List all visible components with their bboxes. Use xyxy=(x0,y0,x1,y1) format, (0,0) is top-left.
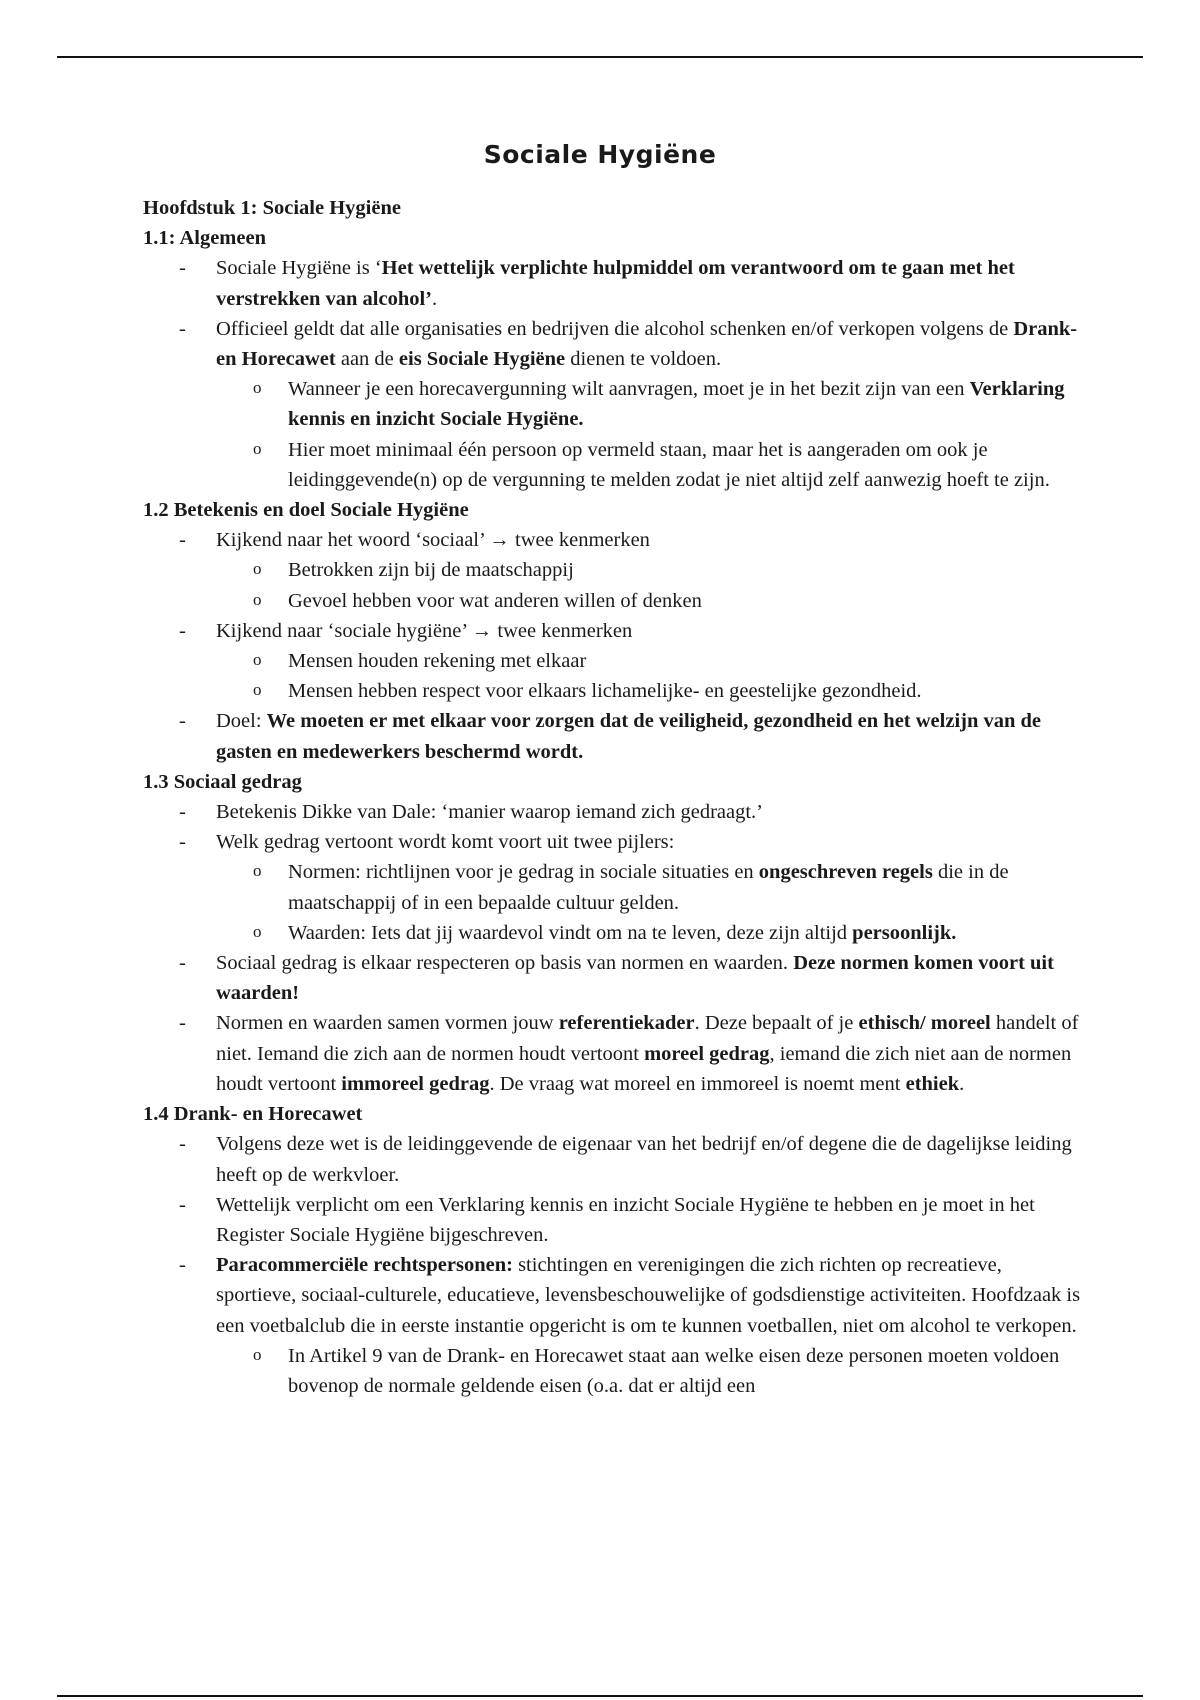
list-item: - Officieel geldt dat alle organisaties en bedrijven die alcohol schenken en/of verkopen volgens de Drank- en Horecawet aan de eis Sociale Hygiëne dienen te voldoen. o Wanneer je een horecavergunning wilt aanvragen, moet je in het bezit zijn van een Verklaring kennis en inzicht Sociale Hygiëne. o Hier moet minimaal één persoon op vermeld staan, maar het is aangeraden om ook je leidinggevende(n) op de vergunning te melden zodat je niet altijd zelf aanwezig hoeft te zijn. xyxy=(143,314,1083,495)
bottom-rule xyxy=(57,1695,1143,1697)
bullet-list-1-4 xyxy=(143,1129,1083,1401)
sub-list-item: o Waarden: Iets dat jij waardevol vindt om na te leven, deze zijn altijd persoonlijk. xyxy=(143,918,1083,948)
list-item: - Wettelijk verplicht om een Verklaring kennis en inzicht Sociale Hygiëne te hebben en je moet in het Register Sociale Hygiëne bijgeschreven. xyxy=(143,1190,1083,1250)
sub-list-item: o Mensen houden rekening met elkaar xyxy=(143,646,1083,676)
sub-list-item: o Hier moet minimaal één persoon op vermeld staan, maar het is aangeraden om ook je leidinggevende(n) op de vergunning te melden zodat je niet altijd zelf aanwezig hoeft te zijn. xyxy=(143,435,1083,495)
list-item: - Normen en waarden samen vormen jouw referentiekader. Deze bepaalt of je ethisch/ moreel handelt of niet. Iemand die zich aan de normen houdt vertoont moreel gedrag, iemand die zich niet aan de normen houdt vertoont immoreel gedrag. De vraag wat moreel en immoreel is noemt ment ethiek. xyxy=(143,1008,1083,1099)
sub-list-item: o Mensen hebben respect voor elkaars lichamelijke- en geestelijke gezondheid. xyxy=(143,676,1083,706)
section-heading-1-4: 1.4 Drank- en Horecawet xyxy=(143,1103,363,1126)
bullet-list-1-3 xyxy=(143,797,1083,1099)
page-title: Sociale Hygiëne xyxy=(483,140,717,169)
list-item: - Sociaal gedrag is elkaar respecteren op basis van normen en waarden. Deze normen komen voort uit waarden! xyxy=(143,948,1083,1008)
list-item: - Sociale Hygiëne is ‘Het wettelijk verplichte hulpmiddel om verantwoord om te gaan met het verstrekken van alcohol’. xyxy=(143,253,1083,313)
list-item: - Volgens deze wet is de leidinggevende de eigenaar van het bedrijf en/of degene die de dagelijkse leiding heeft op de werkvloer. xyxy=(143,1129,1083,1189)
sub-list-item: o In Artikel 9 van de Drank- en Horecawet staat aan welke eisen deze personen moeten voldoen bovenop de normale geldende eisen (o.a. dat er altijd een xyxy=(143,1341,1083,1401)
sub-list-item: o Gevoel hebben voor wat anderen willen of denken xyxy=(143,586,1083,616)
section-heading-1-1: 1.1: Algemeen xyxy=(143,227,266,250)
list-item: - Paracommerciële rechtspersonen: stichtingen en verenigingen die zich richten op recreatieve, sportieve, sociaal-culturele, educatieve, levensbeschouwelijke of godsdienstige activiteiten. Hoofdzaak is een voetbalclub die in eerste instantie opgericht is om te kunnen voetballen, niet om alcohol te verkopen. o In Artikel 9 van de Drank- en Horecawet staat aan welke eisen deze personen moeten voldoen bovenop de normale geldende eisen (o.a. dat er altijd een xyxy=(143,1250,1083,1401)
section-heading-1-3: 1.3 Sociaal gedrag xyxy=(143,770,302,793)
top-rule xyxy=(57,56,1143,58)
list-item: - Kijkend naar ‘sociale hygiëne’ → twee kenmerken o Mensen houden rekening met elkaar o Mensen hebben respect voor elkaars lichamelijke- en geestelijke gezondheid. xyxy=(143,616,1083,707)
list-item: - Doel: We moeten er met elkaar voor zorgen dat de veiligheid, gezondheid en het welzijn van de gasten en medewerkers beschermd wordt. xyxy=(143,706,1083,766)
sub-list-item: o Wanneer je een horecavergunning wilt aanvragen, moet je in het bezit zijn van een Verklaring kennis en inzicht Sociale Hygiëne. xyxy=(143,374,1083,434)
list-item: - Betekenis Dikke van Dale: ‘manier waarop iemand zich gedraagt.’ xyxy=(143,797,1083,827)
bullet-list-1-1 xyxy=(143,253,1083,495)
sub-list-item: o Betrokken zijn bij de maatschappij xyxy=(143,555,1083,585)
sub-list-item: o Normen: richtlijnen voor je gedrag in sociale situaties en ongeschreven regels die in de maatschappij of in een bepaalde cultuur gelden. xyxy=(143,857,1083,917)
document-body xyxy=(143,193,1083,1401)
chapter-heading: Hoofdstuk 1: Sociale Hygiëne xyxy=(143,197,401,219)
section-heading-1-2: 1.2 Betekenis en doel Sociale Hygiëne xyxy=(143,499,469,522)
bullet-list-1-2 xyxy=(143,525,1083,767)
list-item: - Kijkend naar het woord ‘sociaal’ → twee kenmerken o Betrokken zijn bij de maatschappij o Gevoel hebben voor wat anderen willen of denken xyxy=(143,525,1083,616)
list-item: - Welk gedrag vertoont wordt komt voort uit twee pijlers: o Normen: richtlijnen voor je gedrag in sociale situaties en ongeschreven regels die in de maatschappij of in een bepaalde cultuur gelden. o Waarden: Iets dat jij waardevol vindt om na te leven, deze zijn altijd persoonlijk. xyxy=(143,827,1083,948)
